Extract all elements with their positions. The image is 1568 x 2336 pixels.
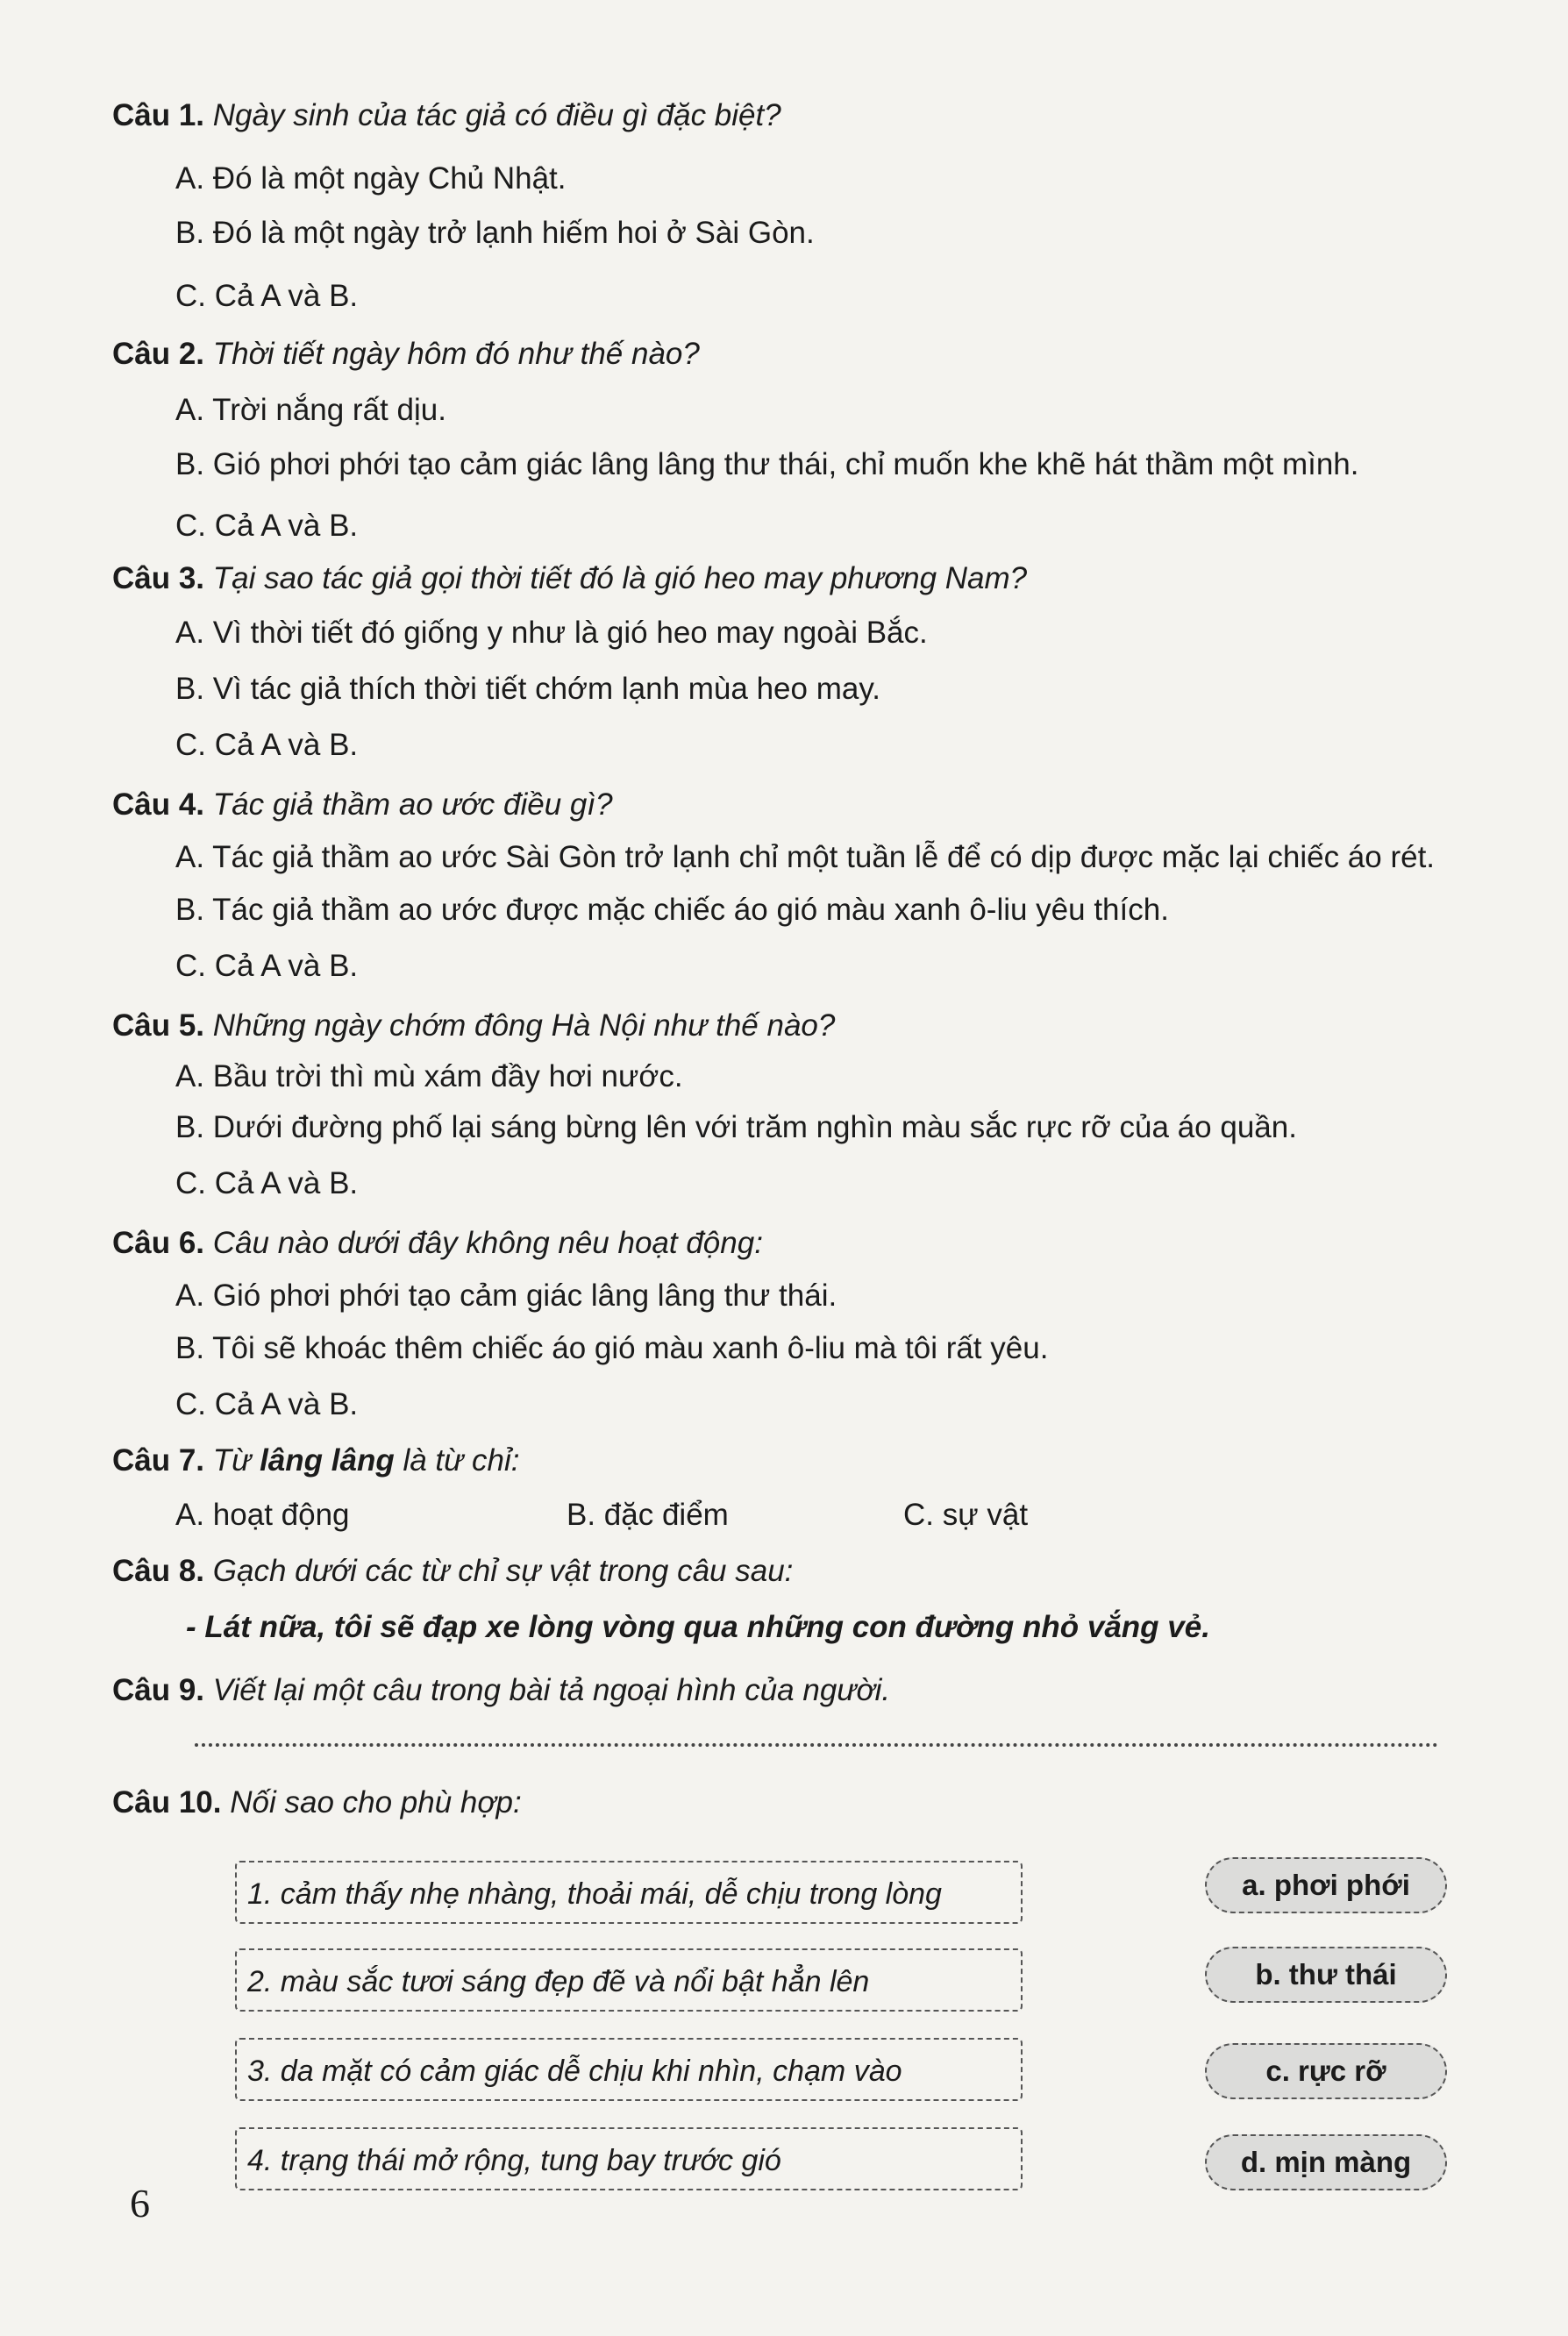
- question-text: Viết lại một câu trong bài tả ngoại hình của người.: [212, 1673, 891, 1707]
- option: B. Tác giả thầm ao ước được mặc chiếc áo gió màu xanh ô-liu yêu thích.: [175, 893, 1169, 927]
- question-3: [112, 559, 1027, 598]
- question-label: Câu 6.: [112, 1226, 205, 1260]
- option: C. Cả A và B.: [175, 1387, 359, 1421]
- question-2: [112, 335, 700, 374]
- question-label: Câu 1.: [112, 98, 205, 132]
- match-left-item[interactable]: 2. màu sắc tươi sáng đẹp đẽ và nổi bật hẳn lên: [235, 1948, 1023, 2012]
- option: A. Bầu trời thì mù xám đầy hơi nước.: [175, 1059, 683, 1093]
- question-9: [112, 1671, 890, 1710]
- match-left-item[interactable]: 4. trạng thái mở rộng, tung bay trước gió: [235, 2127, 1023, 2190]
- option: A. Vì thời tiết đó giống y như là gió heo may ngoài Bắc.: [175, 616, 928, 650]
- option: C. sự vật: [903, 1498, 1029, 1532]
- option: A. hoạt động: [175, 1498, 350, 1532]
- question-7: [112, 1442, 520, 1480]
- match-left-item[interactable]: 3. da mặt có cảm giác dễ chịu khi nhìn, chạm vào: [235, 2038, 1023, 2101]
- page-number: 6: [130, 2181, 150, 2226]
- question-label: Câu 9.: [112, 1673, 205, 1707]
- match-right-item[interactable]: d. mịn màng: [1205, 2134, 1447, 2190]
- option: B. Gió phơi phới tạo cảm giác lâng lâng thư thái, chỉ muốn khe khẽ hát thầm một mình.: [175, 447, 1359, 481]
- question-text: Gạch dưới các từ chỉ sự vật trong câu sau:: [212, 1554, 794, 1588]
- option: C. Cả A và B.: [175, 949, 359, 983]
- question-1: [112, 96, 781, 135]
- example-sentence: - Lát nữa, tôi sẽ đạp xe lòng vòng qua những con đường nhỏ vắng vẻ.: [186, 1610, 1210, 1644]
- question-8: [112, 1552, 793, 1591]
- question-text: Câu nào dưới đây không nêu hoạt động:: [212, 1226, 763, 1260]
- option: A. Trời nắng rất dịu.: [175, 393, 446, 427]
- question-text-after: là từ chỉ:: [403, 1443, 520, 1478]
- option: A. Gió phơi phới tạo cảm giác lâng lâng thư thái.: [175, 1278, 837, 1313]
- question-label: Câu 2.: [112, 337, 205, 371]
- question-4: [112, 786, 613, 824]
- option: B. Đó là một ngày trở lạnh hiếm hoi ở Sài Gòn.: [175, 216, 815, 250]
- match-right-item[interactable]: c. rực rỡ: [1205, 2043, 1447, 2099]
- question-text: Thời tiết ngày hôm đó như thế nào?: [212, 337, 700, 371]
- match-right-item[interactable]: a. phơi phới: [1205, 1857, 1447, 1913]
- question-label: Câu 5.: [112, 1008, 205, 1043]
- option: C. Cả A và B.: [175, 1166, 359, 1200]
- question-text-before: Từ: [212, 1443, 252, 1478]
- question-label: Câu 10.: [112, 1785, 222, 1820]
- question-10: [112, 1784, 522, 1822]
- question-text: Tại sao tác giả gọi thời tiết đó là gió heo may phương Nam?: [212, 561, 1028, 595]
- question-label: Câu 7.: [112, 1443, 205, 1478]
- option: B. Vì tác giả thích thời tiết chớm lạnh mùa heo may.: [175, 672, 880, 706]
- question-text: Tác giả thầm ao ước điều gì?: [212, 787, 613, 822]
- question-text: Những ngày chớm đông Hà Nội như thế nào?: [212, 1008, 836, 1043]
- question-label: Câu 8.: [112, 1554, 205, 1588]
- answer-line[interactable]: [195, 1743, 1438, 1747]
- option: C. Cả A và B.: [175, 728, 359, 762]
- question-label: Câu 4.: [112, 787, 205, 822]
- question-6: [112, 1224, 763, 1263]
- option: B. Dưới đường phố lại sáng bừng lên với trăm nghìn màu sắc rực rỡ của áo quần.: [175, 1110, 1297, 1144]
- option: A. Đó là một ngày Chủ Nhật.: [175, 161, 567, 196]
- match-right-item[interactable]: b. thư thái: [1205, 1947, 1447, 2003]
- option: B. đặc điểm: [567, 1498, 729, 1532]
- question-text: Ngày sinh của tác giả có điều gì đặc biệt?: [212, 98, 781, 132]
- option: A. Tác giả thầm ao ước Sài Gòn trở lạnh chỉ một tuần lễ để có dịp được mặc lại chiếc áo rét.: [175, 840, 1436, 874]
- option: C. Cả A và B.: [175, 509, 359, 543]
- match-left-item[interactable]: 1. cảm thấy nhẹ nhàng, thoải mái, dễ chịu trong lòng: [235, 1861, 1023, 1924]
- question-5: [112, 1007, 835, 1045]
- keyword: lâng lâng: [260, 1443, 395, 1478]
- option: B. Tôi sẽ khoác thêm chiếc áo gió màu xanh ô-liu mà tôi rất yêu.: [175, 1331, 1049, 1365]
- question-text: Nối sao cho phù hợp:: [230, 1785, 522, 1820]
- option: C. Cả A và B.: [175, 279, 359, 313]
- question-label: Câu 3.: [112, 561, 205, 595]
